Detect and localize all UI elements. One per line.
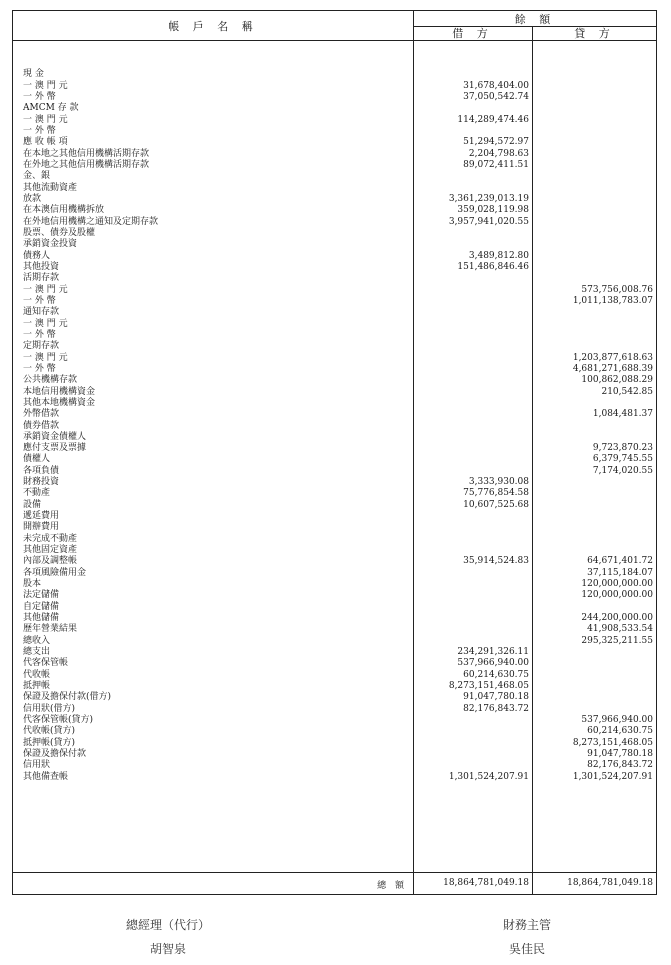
debit-amount: 10,607,525.68 — [463, 499, 529, 510]
table-row — [13, 285, 656, 296]
table-row — [13, 477, 656, 488]
table-row — [13, 421, 656, 432]
table-row — [13, 613, 656, 624]
table-row — [13, 364, 656, 375]
account-name: 各項風險備用金 — [23, 567, 87, 578]
account-name: 法定儲備 — [23, 590, 60, 601]
table-row — [13, 171, 656, 182]
account-name: 債務人 — [23, 250, 51, 261]
table-row — [13, 500, 656, 511]
table-row — [13, 568, 656, 579]
credit-amount: 6,379,745.55 — [592, 454, 653, 465]
table-row — [13, 443, 656, 454]
account-name: 債券借款 — [23, 420, 60, 431]
table-row — [13, 239, 656, 250]
table-row — [13, 658, 656, 669]
account-name: 一 澳 門 元 — [23, 114, 68, 125]
debit-amount: 89,072,411.51 — [463, 159, 529, 170]
table-row — [13, 692, 656, 703]
account-name: 股本 — [23, 579, 42, 590]
account-name: 抵押帳 — [23, 681, 51, 692]
account-name: AMCM 存 款 — [23, 103, 79, 114]
debit-amount: 3,957,941,020.55 — [448, 216, 529, 227]
account-name: 自定儲備 — [23, 601, 60, 612]
account-name: 承銷資金債權人 — [23, 431, 87, 442]
table-row — [13, 217, 656, 228]
debit-amount: 31,678,404.00 — [463, 80, 529, 91]
credit-amount: 9,723,870.23 — [592, 443, 653, 454]
account-name: 財務投資 — [23, 477, 60, 488]
general-manager-title: 總經理（代行） — [125, 918, 210, 932]
account-name: 代客保管帳 — [23, 658, 69, 669]
account-name: 設備 — [23, 499, 42, 510]
account-name: 承銷資金投資 — [23, 239, 78, 250]
debit-amount: 37,050,542.74 — [463, 91, 529, 102]
table-row — [13, 409, 656, 420]
account-name: 一 澳 門 元 — [23, 352, 68, 363]
table-row — [13, 194, 656, 205]
debit-amount: 82,176,843.72 — [463, 703, 529, 714]
account-name: 在本地之其他信用機構活期存款 — [23, 148, 150, 159]
account-name: 債權人 — [23, 454, 51, 465]
account-name: 其他儲備 — [23, 613, 60, 624]
debit-amount: 151,486,846.46 — [457, 261, 529, 272]
credit-amount: 100,862,088.29 — [581, 375, 653, 386]
account-name: 遞延費用 — [23, 511, 60, 522]
table-row — [13, 103, 656, 114]
account-name: 在外地信用機構之通知及定期存款 — [23, 216, 159, 227]
table-row — [13, 81, 656, 92]
table-row — [13, 545, 656, 556]
credit-amount: 244,200,000.00 — [581, 613, 653, 624]
credit-amount: 37,115,184.07 — [587, 567, 653, 578]
account-name: 開辦費用 — [23, 522, 60, 533]
table-row — [13, 704, 656, 715]
total-credit: 18,864,781,049.18 — [567, 878, 653, 888]
account-name: 放款 — [23, 193, 42, 204]
table-row — [13, 115, 656, 126]
table-row — [13, 251, 656, 262]
account-rows — [13, 58, 656, 783]
table-row — [13, 670, 656, 681]
account-name: 一 外 幣 — [23, 125, 56, 136]
header-debit: 借 方 — [452, 27, 493, 40]
table-row — [13, 398, 656, 409]
account-name: 一 澳 門 元 — [23, 318, 68, 329]
finance-head-title: 財務主管 — [502, 918, 551, 932]
debit-amount: 359,028,119.98 — [457, 205, 529, 216]
header-credit: 貸 方 — [574, 27, 615, 40]
account-name: 代收帳(貸方) — [23, 726, 76, 737]
account-name: 保證及擔保付款 — [23, 749, 87, 760]
balance-sheet-table — [12, 10, 657, 895]
table-row — [13, 772, 656, 783]
credit-amount: 60,214,630.75 — [587, 726, 653, 737]
table-row — [13, 387, 656, 398]
account-name: 其他流動資產 — [23, 182, 78, 193]
debit-amount: 3,333,930.08 — [468, 477, 529, 488]
table-row — [13, 432, 656, 443]
account-name: 其他本地機構資金 — [23, 397, 96, 408]
account-name: 一 澳 門 元 — [23, 80, 68, 91]
table-row — [13, 126, 656, 137]
account-name: 各項負債 — [23, 465, 60, 476]
table-row — [13, 205, 656, 216]
credit-amount: 1,203,877,618.63 — [572, 352, 653, 363]
account-name: 活期存款 — [23, 273, 60, 284]
table-row — [13, 330, 656, 341]
account-name: 公共機構存款 — [23, 375, 78, 386]
table-row — [13, 353, 656, 364]
credit-amount: 64,671,401.72 — [587, 556, 653, 567]
table-row — [13, 454, 656, 465]
table-row — [13, 319, 656, 330]
table-row — [13, 556, 656, 567]
table-row — [13, 681, 656, 692]
account-name: 信用狀(借方) — [23, 703, 76, 714]
account-name: 代收帳 — [23, 669, 51, 680]
table-row — [13, 534, 656, 545]
credit-amount: 91,047,780.18 — [587, 749, 653, 760]
account-name: 通知存款 — [23, 307, 60, 318]
account-name: 現 金 — [23, 69, 44, 80]
header-balance: 餘 額 — [514, 12, 556, 26]
table-row — [13, 341, 656, 352]
account-name: 代客保管帳(貸方) — [23, 715, 94, 726]
debit-amount: 8,273,151,468.05 — [448, 681, 529, 692]
table-row — [13, 602, 656, 613]
credit-amount: 537,966,940.00 — [581, 715, 653, 726]
account-name: 金、銀 — [23, 171, 51, 182]
account-name: 應 收 帳 項 — [23, 137, 68, 148]
total-debit: 18,864,781,049.18 — [443, 878, 529, 888]
table-row — [13, 647, 656, 658]
debit-amount: 91,047,780.18 — [463, 692, 529, 703]
account-name: 股票、債券及股權 — [23, 227, 96, 238]
account-name: 其他備查帳 — [23, 771, 69, 782]
table-row — [13, 488, 656, 499]
account-name: 一 外 幣 — [23, 295, 56, 306]
table-row — [13, 749, 656, 760]
table-row — [13, 137, 656, 148]
table-row — [13, 69, 656, 80]
credit-amount: 1,084,481.37 — [592, 409, 653, 420]
account-name: 外幣借款 — [23, 409, 60, 420]
table-row — [13, 522, 656, 533]
table-row — [13, 726, 656, 737]
table-row — [13, 92, 656, 103]
table-row — [13, 760, 656, 771]
finance-head-name: 吳佳民 — [508, 942, 545, 956]
account-name: 總收入 — [23, 635, 51, 646]
credit-amount: 295,325,211.55 — [581, 635, 653, 646]
debit-amount: 2,204,798.63 — [468, 148, 529, 159]
account-name: 抵押帳(貸方) — [23, 737, 76, 748]
account-name: 定期存款 — [23, 341, 60, 352]
table-row — [13, 160, 656, 171]
account-name: 在外地之其他信用機構活期存款 — [23, 159, 150, 170]
debit-amount: 537,966,940.00 — [457, 658, 529, 669]
debit-amount: 75,776,854.58 — [463, 488, 529, 499]
general-manager-name: 胡智泉 — [149, 942, 186, 956]
credit-amount: 4,681,271,688.39 — [572, 363, 653, 374]
table-row — [13, 296, 656, 307]
account-name: 總支出 — [23, 647, 51, 658]
table-row — [13, 636, 656, 647]
account-name: 其他投資 — [23, 261, 60, 272]
header-account-name: 帳 戶 名 稱 — [168, 19, 258, 33]
debit-amount: 114,289,474.46 — [457, 114, 529, 125]
table-row — [13, 183, 656, 194]
total-label: 總 額 — [377, 881, 407, 891]
table-row — [13, 149, 656, 160]
table-row — [13, 624, 656, 635]
account-name: 信用狀 — [23, 760, 51, 771]
table-row — [13, 273, 656, 284]
account-name: 內部及調整帳 — [23, 556, 78, 567]
table-row — [13, 715, 656, 726]
debit-amount: 1,301,524,207.91 — [448, 771, 529, 782]
credit-amount: 82,176,843.72 — [587, 760, 653, 771]
credit-amount: 573,756,008.76 — [581, 284, 653, 295]
total-row — [13, 873, 656, 895]
table-row — [13, 511, 656, 522]
account-name: 一 外 幣 — [23, 329, 56, 340]
account-name: 歷年營業結果 — [23, 624, 78, 635]
credit-amount: 41,908,533.54 — [587, 624, 653, 635]
table-row — [13, 375, 656, 386]
credit-amount: 7,174,020.55 — [592, 465, 653, 476]
credit-amount: 8,273,151,468.05 — [572, 737, 653, 748]
table-row — [13, 590, 656, 601]
table-row — [13, 228, 656, 239]
debit-amount: 3,489,812.80 — [468, 250, 529, 261]
credit-amount: 120,000,000.00 — [581, 579, 653, 590]
account-name: 其他固定資產 — [23, 545, 78, 556]
account-name: 不動產 — [23, 488, 51, 499]
credit-amount: 120,000,000.00 — [581, 590, 653, 601]
table-row — [13, 579, 656, 590]
table-row — [13, 58, 656, 69]
debit-amount: 3,361,239,013.19 — [448, 193, 529, 204]
credit-amount: 1,011,138,783.07 — [572, 295, 653, 306]
account-name: 一 澳 門 元 — [23, 284, 68, 295]
table-row — [13, 738, 656, 749]
account-name: 應付支票及票據 — [23, 443, 87, 454]
table-row — [13, 307, 656, 318]
account-name: 未完成不動產 — [23, 533, 78, 544]
credit-amount: 210,542.85 — [601, 386, 653, 397]
account-name: 在本澳信用機構拆放 — [23, 205, 105, 216]
header-bottom-rule — [13, 40, 657, 41]
account-name: 一 外 幣 — [23, 91, 56, 102]
debit-amount: 35,914,524.83 — [463, 556, 529, 567]
table-row — [13, 262, 656, 273]
credit-amount: 1,301,524,207.91 — [572, 771, 653, 782]
account-name: 一 外 幣 — [23, 363, 56, 374]
table-row — [13, 466, 656, 477]
debit-amount: 234,291,326.11 — [457, 647, 529, 658]
account-name: 保證及擔保付款(借方) — [23, 692, 112, 703]
debit-amount: 60,214,630.75 — [463, 669, 529, 680]
debit-amount: 51,294,572.97 — [463, 137, 529, 148]
account-name: 本地信用機構資金 — [23, 386, 96, 397]
